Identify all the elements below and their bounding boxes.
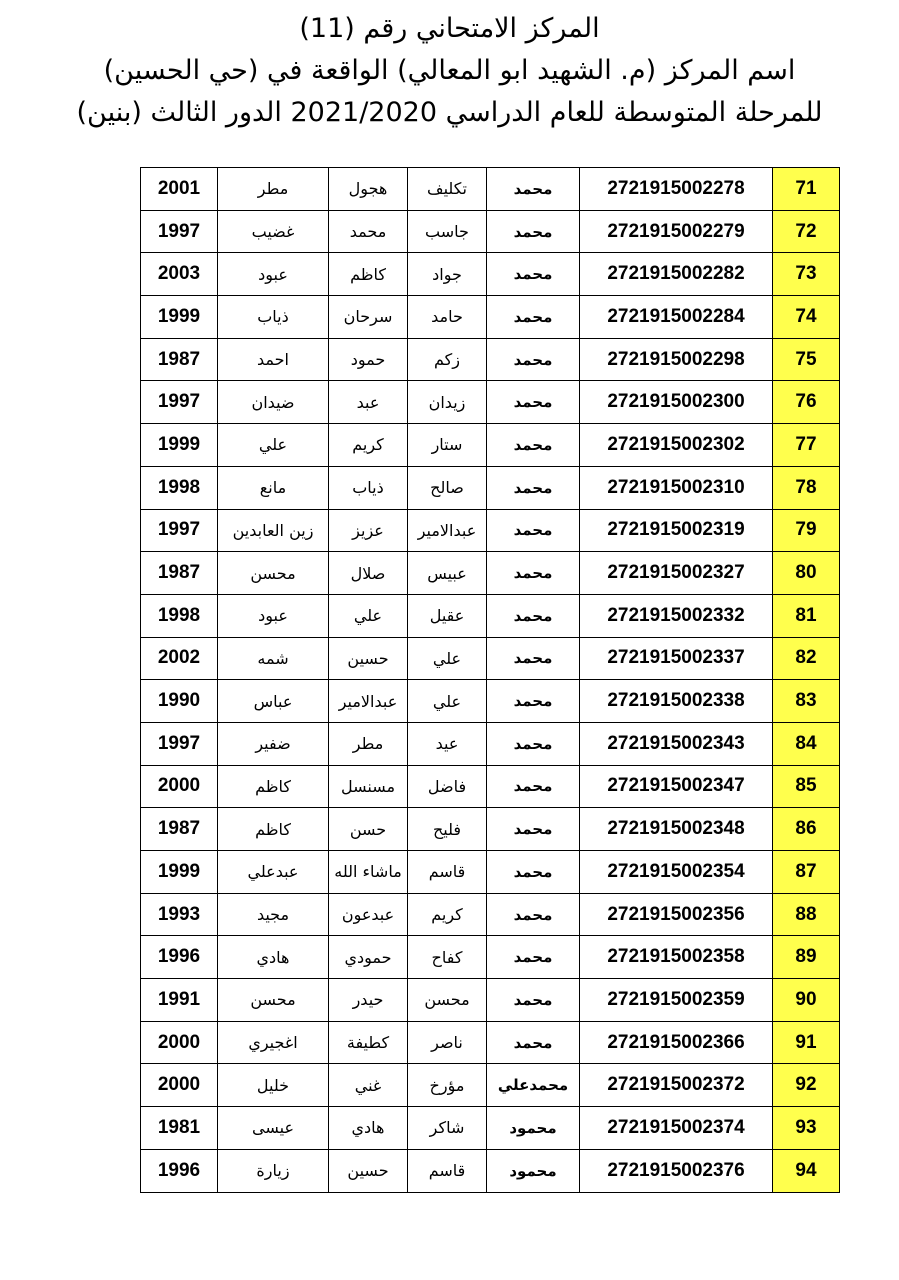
table-row bbox=[141, 1064, 840, 1107]
surname-cell: عبود bbox=[218, 594, 329, 637]
table-row bbox=[141, 210, 840, 253]
seq-number-cell: 76 bbox=[773, 381, 840, 424]
exam-id-cell: 2721915002356 bbox=[580, 893, 773, 936]
grandfather-name-cell: حسين bbox=[329, 637, 408, 680]
grandfather-name-cell: علي bbox=[329, 594, 408, 637]
birth-year-cell: 1997 bbox=[141, 509, 218, 552]
surname-cell: غضيب bbox=[218, 210, 329, 253]
father-name-cell: عبيس bbox=[408, 552, 487, 595]
surname-cell: اغجيري bbox=[218, 1021, 329, 1064]
first-name-cell: محمود bbox=[487, 1107, 580, 1150]
exam-id-cell: 2721915002338 bbox=[580, 680, 773, 723]
father-name-cell: فاضل bbox=[408, 765, 487, 808]
father-name-cell: فليح bbox=[408, 808, 487, 851]
first-name-cell: محمد bbox=[487, 210, 580, 253]
table-row bbox=[141, 1107, 840, 1150]
first-name-cell: محمد bbox=[487, 722, 580, 765]
surname-cell: مجيد bbox=[218, 893, 329, 936]
exam-id-cell: 2721915002366 bbox=[580, 1021, 773, 1064]
seq-number-cell: 85 bbox=[773, 765, 840, 808]
birth-year-cell: 2003 bbox=[141, 253, 218, 296]
exam-id-cell: 2721915002279 bbox=[580, 210, 773, 253]
surname-cell: محسن bbox=[218, 979, 329, 1022]
surname-cell: ضيدان bbox=[218, 381, 329, 424]
grandfather-name-cell: كطيفة bbox=[329, 1021, 408, 1064]
seq-number-cell: 89 bbox=[773, 936, 840, 979]
surname-cell: هادي bbox=[218, 936, 329, 979]
grandfather-name-cell: عبد bbox=[329, 381, 408, 424]
exam-id-cell: 2721915002348 bbox=[580, 808, 773, 851]
table-row bbox=[141, 851, 840, 894]
seq-number-cell: 94 bbox=[773, 1149, 840, 1192]
first-name-cell: محمد bbox=[487, 765, 580, 808]
father-name-cell: محسن bbox=[408, 979, 487, 1022]
grandfather-name-cell: محمد bbox=[329, 210, 408, 253]
father-name-cell: مؤرخ bbox=[408, 1064, 487, 1107]
birth-year-cell: 1998 bbox=[141, 594, 218, 637]
first-name-cell: محمود bbox=[487, 1149, 580, 1192]
first-name-cell: محمد bbox=[487, 168, 580, 211]
table-row bbox=[141, 808, 840, 851]
exam-id-cell: 2721915002310 bbox=[580, 466, 773, 509]
father-name-cell: عقيل bbox=[408, 594, 487, 637]
exam-id-cell: 2721915002343 bbox=[580, 722, 773, 765]
surname-cell: كاظم bbox=[218, 765, 329, 808]
seq-number-cell: 88 bbox=[773, 893, 840, 936]
table-row bbox=[141, 424, 840, 467]
birth-year-cell: 1991 bbox=[141, 979, 218, 1022]
exam-id-cell: 2721915002298 bbox=[580, 338, 773, 381]
father-name-cell: زكم bbox=[408, 338, 487, 381]
first-name-cell: محمد bbox=[487, 1021, 580, 1064]
birth-year-cell: 1997 bbox=[141, 210, 218, 253]
document-header bbox=[0, 8, 899, 134]
birth-year-cell: 2000 bbox=[141, 1064, 218, 1107]
first-name-cell: محمد bbox=[487, 594, 580, 637]
table-row bbox=[141, 338, 840, 381]
grandfather-name-cell: كريم bbox=[329, 424, 408, 467]
seq-number-cell: 92 bbox=[773, 1064, 840, 1107]
surname-cell: محسن bbox=[218, 552, 329, 595]
first-name-cell: محمد bbox=[487, 936, 580, 979]
seq-number-cell: 82 bbox=[773, 637, 840, 680]
father-name-cell: علي bbox=[408, 680, 487, 723]
surname-cell: علي bbox=[218, 424, 329, 467]
first-name-cell: محمد bbox=[487, 381, 580, 424]
first-name-cell: محمد bbox=[487, 808, 580, 851]
roster-body bbox=[141, 168, 840, 1193]
table-row bbox=[141, 466, 840, 509]
birth-year-cell: 1987 bbox=[141, 338, 218, 381]
surname-cell: زين العابدين bbox=[218, 509, 329, 552]
table-row bbox=[141, 893, 840, 936]
grandfather-name-cell: صلال bbox=[329, 552, 408, 595]
grandfather-name-cell: ماشاء الله bbox=[329, 851, 408, 894]
father-name-cell: عيد bbox=[408, 722, 487, 765]
first-name-cell: محمد bbox=[487, 851, 580, 894]
father-name-cell: كفاح bbox=[408, 936, 487, 979]
father-name-cell: عبدالامير bbox=[408, 509, 487, 552]
exam-id-cell: 2721915002374 bbox=[580, 1107, 773, 1150]
seq-number-cell: 80 bbox=[773, 552, 840, 595]
grandfather-name-cell: ذياب bbox=[329, 466, 408, 509]
seq-number-cell: 75 bbox=[773, 338, 840, 381]
grandfather-name-cell: هادي bbox=[329, 1107, 408, 1150]
table-row bbox=[141, 979, 840, 1022]
exam-id-cell: 2721915002327 bbox=[580, 552, 773, 595]
table-row bbox=[141, 509, 840, 552]
exam-id-cell: 2721915002300 bbox=[580, 381, 773, 424]
table-row bbox=[141, 296, 840, 339]
exam-id-cell: 2721915002332 bbox=[580, 594, 773, 637]
first-name-cell: محمد bbox=[487, 466, 580, 509]
exam-id-cell: 2721915002354 bbox=[580, 851, 773, 894]
birth-year-cell: 2002 bbox=[141, 637, 218, 680]
birth-year-cell: 1999 bbox=[141, 424, 218, 467]
table-row bbox=[141, 1021, 840, 1064]
father-name-cell: صالح bbox=[408, 466, 487, 509]
surname-cell: ذياب bbox=[218, 296, 329, 339]
first-name-cell: محمد bbox=[487, 637, 580, 680]
first-name-cell: محمد bbox=[487, 979, 580, 1022]
exam-center-number: المركز الامتحاني رقم (11) bbox=[299, 13, 600, 44]
birth-year-cell: 1997 bbox=[141, 722, 218, 765]
seq-number-cell: 83 bbox=[773, 680, 840, 723]
birth-year-cell: 1998 bbox=[141, 466, 218, 509]
first-name-cell: محمد bbox=[487, 296, 580, 339]
birth-year-cell: 1987 bbox=[141, 552, 218, 595]
table-row bbox=[141, 168, 840, 211]
surname-cell: مطر bbox=[218, 168, 329, 211]
father-name-cell: شاكر bbox=[408, 1107, 487, 1150]
exam-id-cell: 2721915002372 bbox=[580, 1064, 773, 1107]
surname-cell: عبدعلي bbox=[218, 851, 329, 894]
father-name-cell: ناصر bbox=[408, 1021, 487, 1064]
table-row bbox=[141, 381, 840, 424]
birth-year-cell: 1999 bbox=[141, 296, 218, 339]
father-name-cell: قاسم bbox=[408, 851, 487, 894]
seq-number-cell: 81 bbox=[773, 594, 840, 637]
seq-number-cell: 73 bbox=[773, 253, 840, 296]
seq-number-cell: 86 bbox=[773, 808, 840, 851]
father-name-cell: كريم bbox=[408, 893, 487, 936]
exam-id-cell: 2721915002319 bbox=[580, 509, 773, 552]
seq-number-cell: 90 bbox=[773, 979, 840, 1022]
birth-year-cell: 1990 bbox=[141, 680, 218, 723]
birth-year-cell: 1993 bbox=[141, 893, 218, 936]
seq-number-cell: 72 bbox=[773, 210, 840, 253]
surname-cell: ضفير bbox=[218, 722, 329, 765]
first-name-cell: محمد bbox=[487, 509, 580, 552]
grandfather-name-cell: مطر bbox=[329, 722, 408, 765]
seq-number-cell: 79 bbox=[773, 509, 840, 552]
exam-id-cell: 2721915002282 bbox=[580, 253, 773, 296]
exam-id-cell: 2721915002337 bbox=[580, 637, 773, 680]
birth-year-cell: 2000 bbox=[141, 1021, 218, 1064]
first-name-cell: محمد bbox=[487, 253, 580, 296]
exam-stage-year: للمرحلة المتوسطة للعام الدراسي 2021/2020 الدور الثالث (بنين) bbox=[76, 97, 823, 128]
seq-number-cell: 87 bbox=[773, 851, 840, 894]
first-name-cell: محمد bbox=[487, 552, 580, 595]
table-row bbox=[141, 552, 840, 595]
surname-cell: مانع bbox=[218, 466, 329, 509]
first-name-cell: محمد bbox=[487, 680, 580, 723]
table-row bbox=[141, 253, 840, 296]
first-name-cell: محمد bbox=[487, 424, 580, 467]
exam-id-cell: 2721915002376 bbox=[580, 1149, 773, 1192]
birth-year-cell: 1981 bbox=[141, 1107, 218, 1150]
exam-center-name: اسم المركز (م. الشهيد ابو المعالي) الواقعة في (حي الحسين) bbox=[103, 55, 796, 86]
exam-id-cell: 2721915002347 bbox=[580, 765, 773, 808]
table-row bbox=[141, 1149, 840, 1192]
exam-id-cell: 2721915002284 bbox=[580, 296, 773, 339]
seq-number-cell: 78 bbox=[773, 466, 840, 509]
grandfather-name-cell: حيدر bbox=[329, 979, 408, 1022]
grandfather-name-cell: غني bbox=[329, 1064, 408, 1107]
seq-number-cell: 71 bbox=[773, 168, 840, 211]
father-name-cell: جاسب bbox=[408, 210, 487, 253]
surname-cell: شمه bbox=[218, 637, 329, 680]
birth-year-cell: 1996 bbox=[141, 936, 218, 979]
grandfather-name-cell: عبدالامير bbox=[329, 680, 408, 723]
grandfather-name-cell: هجول bbox=[329, 168, 408, 211]
birth-year-cell: 1999 bbox=[141, 851, 218, 894]
seq-number-cell: 74 bbox=[773, 296, 840, 339]
father-name-cell: جواد bbox=[408, 253, 487, 296]
birth-year-cell: 2001 bbox=[141, 168, 218, 211]
surname-cell: عباس bbox=[218, 680, 329, 723]
first-name-cell: محمدعلي bbox=[487, 1064, 580, 1107]
birth-year-cell: 1996 bbox=[141, 1149, 218, 1192]
father-name-cell: تكليف bbox=[408, 168, 487, 211]
student-roster-table bbox=[140, 167, 840, 1193]
grandfather-name-cell: حمود bbox=[329, 338, 408, 381]
surname-cell: عبود bbox=[218, 253, 329, 296]
grandfather-name-cell: كاظم bbox=[329, 253, 408, 296]
seq-number-cell: 77 bbox=[773, 424, 840, 467]
father-name-cell: زيدان bbox=[408, 381, 487, 424]
surname-cell: خليل bbox=[218, 1064, 329, 1107]
grandfather-name-cell: سرحان bbox=[329, 296, 408, 339]
seq-number-cell: 91 bbox=[773, 1021, 840, 1064]
surname-cell: عيسى bbox=[218, 1107, 329, 1150]
table-row bbox=[141, 765, 840, 808]
grandfather-name-cell: حسن bbox=[329, 808, 408, 851]
table-row bbox=[141, 680, 840, 723]
birth-year-cell: 1987 bbox=[141, 808, 218, 851]
first-name-cell: محمد bbox=[487, 893, 580, 936]
exam-id-cell: 2721915002278 bbox=[580, 168, 773, 211]
table-row bbox=[141, 594, 840, 637]
table-row bbox=[141, 722, 840, 765]
seq-number-cell: 93 bbox=[773, 1107, 840, 1150]
grandfather-name-cell: حمودي bbox=[329, 936, 408, 979]
father-name-cell: ستار bbox=[408, 424, 487, 467]
birth-year-cell: 2000 bbox=[141, 765, 218, 808]
grandfather-name-cell: عزيز bbox=[329, 509, 408, 552]
table-row bbox=[141, 936, 840, 979]
grandfather-name-cell: حسين bbox=[329, 1149, 408, 1192]
father-name-cell: علي bbox=[408, 637, 487, 680]
birth-year-cell: 1997 bbox=[141, 381, 218, 424]
grandfather-name-cell: مسنسل bbox=[329, 765, 408, 808]
grandfather-name-cell: عبدعون bbox=[329, 893, 408, 936]
surname-cell: زيارة bbox=[218, 1149, 329, 1192]
surname-cell: احمد bbox=[218, 338, 329, 381]
surname-cell: كاظم bbox=[218, 808, 329, 851]
table-row bbox=[141, 637, 840, 680]
father-name-cell: قاسم bbox=[408, 1149, 487, 1192]
exam-id-cell: 2721915002302 bbox=[580, 424, 773, 467]
exam-id-cell: 2721915002359 bbox=[580, 979, 773, 1022]
seq-number-cell: 84 bbox=[773, 722, 840, 765]
first-name-cell: محمد bbox=[487, 338, 580, 381]
exam-id-cell: 2721915002358 bbox=[580, 936, 773, 979]
father-name-cell: حامد bbox=[408, 296, 487, 339]
